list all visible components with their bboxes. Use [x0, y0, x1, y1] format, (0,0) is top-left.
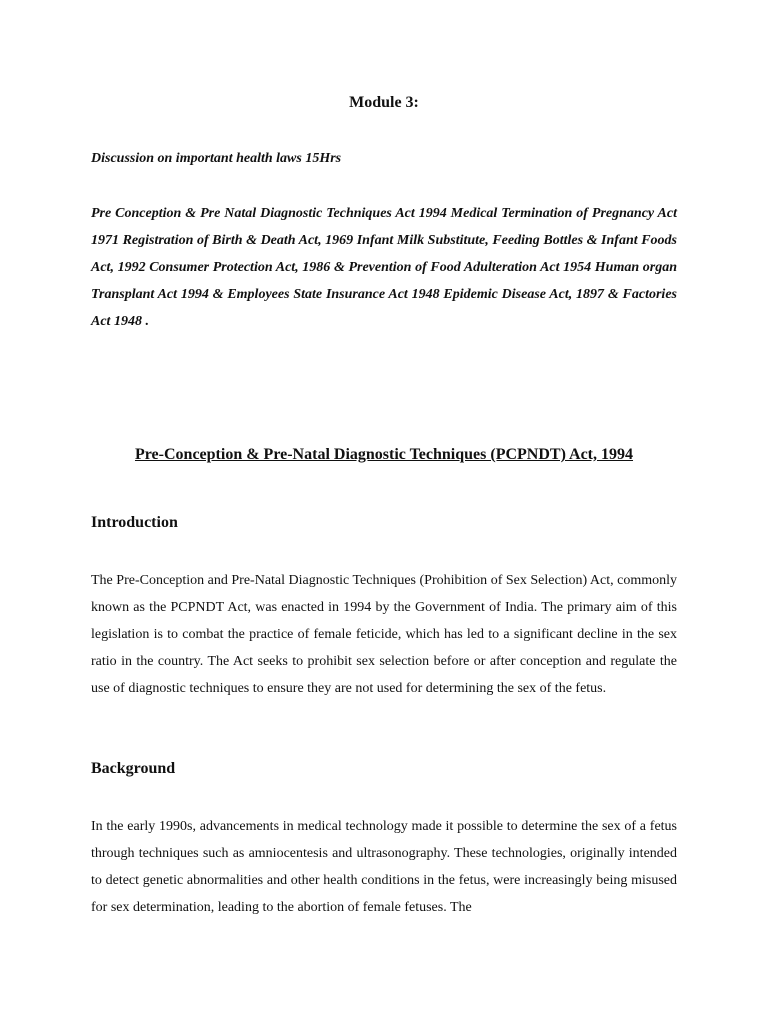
- introduction-heading: Introduction: [91, 514, 178, 531]
- background-heading: Background: [91, 760, 176, 777]
- section-title: Pre-Conception & Pre-Natal Diagnostic Techniques (PCPNDT) Act, 1994: [134, 446, 634, 463]
- background-paragraph: In the early 1990s, advancements in medical technology made it possible to determine the sex of a fetus through techniques such as amniocentesis and ultrasonography. These technologies, originally intended to detect genetic abnormalities and other health conditions in the fetus, were increasingly being misused for sex determination, leading to the abortion of female fetuses. The: [91, 819, 677, 915]
- module-title: Module 3:: [349, 94, 419, 111]
- introduction-paragraph: The Pre-Conception and Pre-Natal Diagnostic Techniques (Prohibition of Sex Selection) Act, commonly known as the PCPNDT Act, was enacted in 1994 by the Government of India. The primary aim of this legislation is to combat the practice of female feticide, which has led to a significant decline in the sex ratio in the country. The Act seeks to prohibit sex selection before or after conception and regulate the use of diagnostic techniques to ensure they are not used for determining the sex of the fetus.: [91, 573, 677, 696]
- module-subtitle: Discussion on important health laws 15Hrs: [91, 151, 342, 166]
- syllabus-paragraph: Pre Conception & Pre Natal Diagnostic Techniques Act 1994 Medical Termination of Pregnancy Act 1971 Registration of Birth & Death Act, 1969 Infant Milk Substitute, Feeding Bottles & Infant Foods Act, 1992 Consumer Protection Act, 1986 & Prevention of Food Adulteration Act 1954 Human organ Transplant Act 1994 & Employees State Insurance Act 1948 Epidemic Disease Act, 1897 & Factories Act 1948 .: [91, 206, 677, 329]
